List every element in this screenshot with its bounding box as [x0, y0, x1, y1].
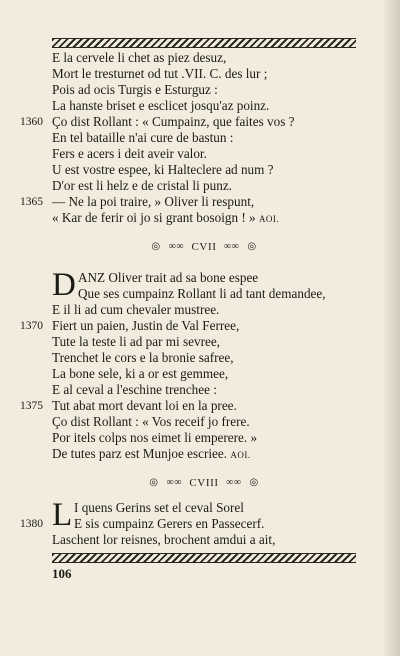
laisse-heading	[52, 239, 356, 255]
verse-line: Tute la teste li ad par mi sevree,	[52, 334, 220, 349]
drop-cap: D	[52, 267, 76, 303]
verse-line	[52, 446, 362, 463]
laisse-number: CVIII	[189, 477, 219, 489]
line-number: 1375	[20, 400, 43, 412]
aoi-marker: AOI.	[258, 214, 280, 224]
verse-line: U est vostre espee, ki Halteclere ad num ?	[52, 162, 274, 177]
verse-line: I quens Gerins set el ceval Sorel	[74, 500, 244, 515]
ornament-icon: ◎	[247, 241, 257, 253]
verse-line: E il li ad cum chevaler mustree.	[52, 302, 220, 317]
verse-line: En tel bataille n'ai cure de bastun :	[52, 130, 234, 145]
verse-line: Tut abat mort devant loi en la pree.	[52, 398, 237, 413]
line-number: 1360	[20, 116, 43, 128]
ornament-icon: ◎	[249, 477, 259, 489]
line-number: 1380	[20, 518, 43, 530]
verse-line: E sis cumpainz Gerers en Passecerf.	[74, 516, 265, 531]
ornament-icon: ◎	[151, 241, 161, 253]
aoi-marker: AOI.	[230, 450, 251, 460]
verse-line: E al ceval a l'eschine trenchee :	[52, 382, 217, 397]
ornament-icon: ∞∞	[166, 477, 182, 489]
verse-text: De tutes parz est Munjoe escriee.	[52, 446, 228, 461]
bottom-ornament-band	[52, 553, 356, 563]
verse-line: ANZ Oliver trait ad sa bone espee	[78, 270, 259, 285]
top-ornament-band	[52, 38, 356, 48]
line-number: 1365	[20, 196, 43, 208]
line-number: 1370	[20, 320, 43, 332]
verse-line: Pois ad ocis Turgis e Esturguz :	[52, 82, 218, 97]
verse-line: Ço dist Rollant : « Cumpainz, que faites vos ?	[52, 114, 295, 129]
verse-line: Que ses cumpainz Rollant li ad tant demandee,	[78, 286, 326, 301]
laisse-heading	[52, 475, 356, 491]
verse-line: La hanste briset e esclicet josqu'az poinz.	[52, 98, 270, 113]
verse-line	[52, 210, 362, 227]
verse-line: La bone sele, ki a or est gemmee,	[52, 366, 229, 381]
drop-cap: L	[52, 497, 73, 533]
verse-line: Ço dist Rollant : « Vos receif jo frere.	[52, 414, 250, 429]
verse-line: Por itels colps nos eimet li emperere. »	[52, 430, 258, 445]
verse-line: Trenchet le cors e la bronie safree,	[52, 350, 234, 365]
verse-line: Fers e acers i deit aveir valor.	[52, 146, 207, 161]
verse-line: Laschent lor reisnes, brochent amdui a ait,	[52, 532, 276, 547]
page-number: 106	[52, 566, 72, 581]
ornament-icon: ◎	[149, 477, 159, 489]
ornament-icon: ∞∞	[226, 477, 242, 489]
verse-text: « Kar de ferir oi jo si grant bosoign ! »	[52, 210, 256, 225]
laisse-number: CVII	[191, 241, 217, 253]
verse-line: Fiert un paien, Justin de Val Ferree,	[52, 318, 240, 333]
verse-line: — Ne la poi traire, » Oliver li respunt,	[52, 194, 255, 209]
verse-line: Mort le tresturnet od tut .VII. C. des lur ;	[52, 66, 268, 81]
verse-line: E la cervele li chet as piez desuz,	[52, 50, 227, 65]
page-edge-shadow	[382, 0, 400, 656]
ornament-icon: ∞∞	[223, 241, 240, 253]
ornament-icon: ∞∞	[168, 241, 185, 253]
verse-line: D'or est li helz e de cristal li punz.	[52, 178, 232, 193]
